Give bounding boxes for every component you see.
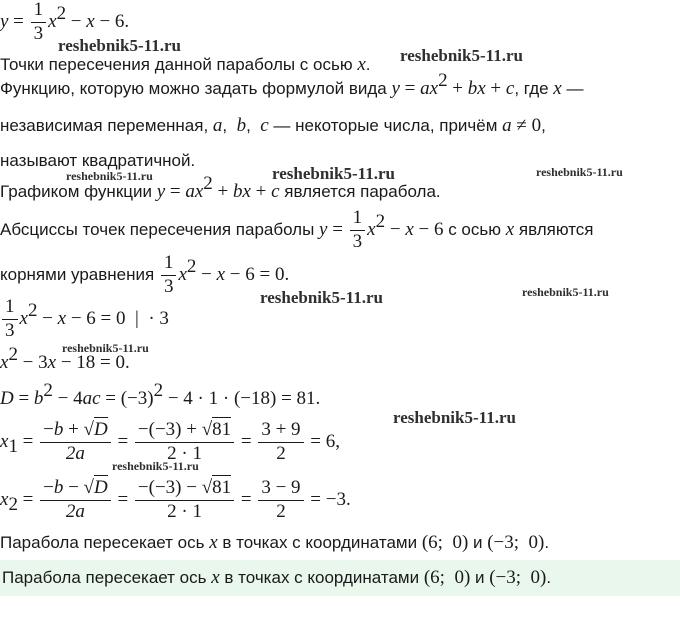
watermark: reshebnik5-11.ru (400, 46, 523, 65)
multiply-step: $\frac{1}{3}$ $x^2 - x - 6 = 0$ | · 3 (0, 297, 169, 342)
abscissas-text1: Абсциссы точек пересечения параболы (0, 220, 320, 240)
root-x1: $x_1$ = $\frac{-b + √D}{2a}$ = $\frac{-(-3) + √81}{2 \cdot 1}$ = $\frac{3 + 9}{2}$ = 6, (0, 419, 341, 464)
watermark: reshebnik5-11.ru (393, 408, 516, 427)
abscissas-line2: корнями уравнения $\frac{1}{3}$ $x^2 - x - 6 = 0$. (0, 252, 290, 297)
discriminant: $D = b^2 - 4ac = (-3)^2 - 4 \cdot 1 \cdot (-18) = 81$. (0, 380, 321, 409)
watermark: reshebnik5-11.ru (66, 169, 153, 183)
watermark: reshebnik5-11.ru (58, 36, 181, 55)
function-definition: y = $\frac{1}{3}$ $x^2 - x - 6$. (0, 0, 130, 44)
abscissas-line1: Абсциссы точек пересечения параболы y = $\frac{1}{3}$ $x^2 - x - 6$ с осью x являются (0, 207, 594, 252)
graph-statement: Графиком функции $y = ax^2$ + bx + c является парабола. (0, 173, 441, 202)
abscissas-text2: с осью (443, 220, 506, 240)
graph-text2: является парабола. (279, 182, 441, 201)
abscissas-text4: корнями уравнения (0, 265, 159, 285)
simplified-equation: $x^2 - 3x - 18 = 0$. (0, 344, 130, 373)
answer-text: Парабола пересекает ось x в точках с координатами (6; 0) и (−3; 0). (2, 567, 552, 588)
watermark: reshebnik5-11.ru (272, 164, 395, 183)
watermark: reshebnik5-11.ru (536, 165, 623, 179)
definition-line1: Функцию, которую можно задать формулой вида $y = ax^2$ + bx + c, где x — (0, 70, 584, 99)
conclusion: Парабола пересекает ось x в точках с координатами (6; 0) и (−3; 0). (0, 532, 550, 553)
watermark: reshebnik5-11.ru (62, 341, 149, 355)
abscissas-text3: являются (514, 220, 594, 240)
definition-text2: , где (514, 79, 554, 98)
definition-text5: называют квадратичной. (0, 151, 196, 170)
definition-text1: Функцию, которую можно задать формулой вида (0, 79, 392, 98)
graph-text1: Графиком функции (0, 182, 157, 201)
root-x2: $x_2$ = $\frac{-b - √D}{2a}$ = $\frac{-(-3) - √81}{2 \cdot 1}$ = $\frac{3 - 9}{2}$ = −3. (0, 477, 351, 522)
watermark: reshebnik5-11.ru (112, 459, 199, 473)
answer-box (0, 560, 680, 596)
watermark: reshebnik5-11.ru (522, 285, 609, 299)
intro-text: Точки пересечения данной параболы с осью x. (0, 54, 371, 75)
definition-line2: независимая переменная, a, b, c — некоторые числа, причём a ≠ 0, (0, 115, 546, 136)
watermark: reshebnik5-11.ru (260, 288, 383, 307)
multiply-factor: · 3 (148, 307, 169, 329)
